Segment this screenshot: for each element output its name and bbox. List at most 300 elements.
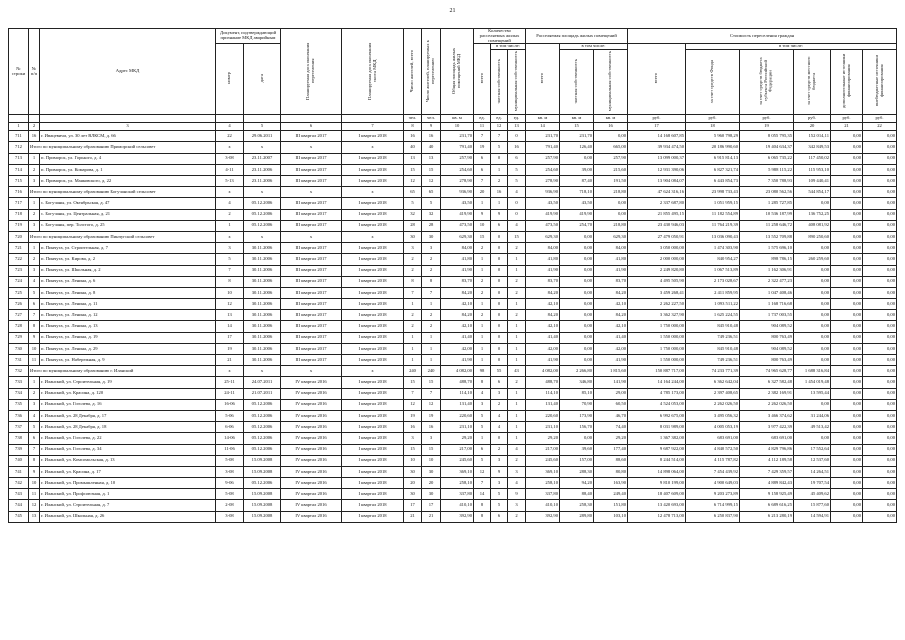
data-cell: 151,80 <box>594 500 628 511</box>
data-cell: 2 <box>491 444 508 455</box>
data-cell: 84,20 <box>526 310 560 321</box>
data-cell: 41,90 <box>594 265 628 276</box>
data-cell: 218,80 <box>594 220 628 231</box>
data-cell: 19 <box>216 343 244 354</box>
data-cell: 42,10 <box>526 321 560 332</box>
data-cell: 16 <box>404 131 422 142</box>
unit-cell: руб. <box>740 115 794 123</box>
data-cell: 4 082,00 <box>526 366 560 377</box>
unit-cell: кв. м <box>441 115 474 123</box>
header-area-private: частная собственность <box>560 50 594 115</box>
data-cell: 6 827 321,74 <box>686 164 740 175</box>
data-cell: 739 <box>9 444 29 455</box>
data-cell: III квартал 2017 <box>281 153 342 164</box>
table-row <box>9 321 897 332</box>
data-cell: 4 112 189,58 <box>740 455 794 466</box>
header-cost-including: в том числе: <box>686 44 897 50</box>
data-cell: 744 <box>9 500 29 511</box>
data-cell: x <box>244 187 281 198</box>
data-cell: 3 <box>422 243 441 254</box>
data-cell: 0,00 <box>560 254 594 265</box>
data-cell: 410,10 <box>526 500 560 511</box>
data-cell: 29,20 <box>441 433 474 444</box>
data-cell: 738 <box>9 433 29 444</box>
data-cell: 8 <box>216 276 244 287</box>
header-planned-demolition: Планируемая дата окончания сноса МКД <box>342 29 404 115</box>
data-cell: 254,60 <box>441 164 474 175</box>
units-row <box>9 115 897 123</box>
data-cell: 11 <box>29 355 40 366</box>
data-cell: 0,00 <box>863 489 897 500</box>
data-cell: 15 <box>508 231 526 242</box>
data-cell: 2 <box>422 254 441 265</box>
column-number-cell: 22 <box>863 123 897 131</box>
data-cell: 1 <box>216 220 244 231</box>
data-cell: 3 362 327,90 <box>628 310 686 321</box>
subtotal-label: Итого по муниципальному образованию г. Иланский <box>29 366 216 377</box>
data-cell: 800 763,49 <box>740 332 794 343</box>
data-cell: 0,00 <box>794 198 831 209</box>
data-cell: 2 397 408,65 <box>686 388 740 399</box>
data-cell: 70,90 <box>560 399 594 410</box>
subtotal-row <box>9 231 897 242</box>
data-cell: 2 411 859,95 <box>686 287 740 298</box>
subtotal-row <box>9 366 897 377</box>
data-cell: 13 099 000,37 <box>628 153 686 164</box>
data-cell: 7 429 359,57 <box>740 466 794 477</box>
data-cell: 719 <box>9 220 29 231</box>
table-row <box>9 511 897 522</box>
column-number-cell: 4 <box>216 123 244 131</box>
data-cell: 544 854,17 <box>794 187 831 198</box>
data-cell: 337,80 <box>441 489 474 500</box>
header-cost-local: за счет средств местного бюджета <box>794 50 831 115</box>
data-cell: 15 <box>422 377 441 388</box>
data-cell: 683 691,00 <box>686 433 740 444</box>
data-cell: 27 479 050,91 <box>628 231 686 242</box>
data-cell: 342 849,53 <box>794 142 831 153</box>
data-cell: 714 <box>9 164 29 175</box>
data-cell: 728 <box>9 321 29 332</box>
data-cell: 4 <box>29 276 40 287</box>
data-cell: 30.11.2006 <box>244 321 281 332</box>
data-cell: 0,00 <box>594 131 628 142</box>
data-cell: 22 <box>216 131 244 142</box>
address-cell: с. Богучаны, ул. Октябрьская, д. 47 <box>40 198 216 209</box>
data-cell: 20 186 990,60 <box>686 142 740 153</box>
column-number-cell: 12 <box>491 123 508 131</box>
header-address: Адрес МКД <box>40 29 216 115</box>
data-cell: 40 <box>404 142 422 153</box>
data-cell: 4 889 842,43 <box>740 478 794 489</box>
table-row <box>9 500 897 511</box>
data-cell: 5 <box>474 410 491 421</box>
data-cell: 84,20 <box>526 287 560 298</box>
column-number-cell: 15 <box>560 123 594 131</box>
data-cell: 98 <box>474 366 491 377</box>
data-cell: 408 081,92 <box>794 220 831 231</box>
data-cell: 6 <box>508 153 526 164</box>
data-cell: 12 <box>29 500 40 511</box>
data-cell: x <box>216 142 244 153</box>
data-cell: 1 <box>404 299 422 310</box>
data-cell: 40 <box>422 142 441 153</box>
table-row <box>9 220 897 231</box>
data-cell: x <box>342 231 404 242</box>
data-cell: 2 <box>508 310 526 321</box>
data-cell: 2 <box>508 511 526 522</box>
data-cell: 3-08 <box>216 153 244 164</box>
data-cell: IV квартал 2016 <box>281 444 342 455</box>
data-cell: 13 420 693,00 <box>628 500 686 511</box>
data-cell: 29.06.2011 <box>244 131 281 142</box>
data-cell: 845 910,48 <box>686 321 740 332</box>
data-cell: 0 <box>491 433 508 444</box>
data-cell: 32 <box>404 209 422 220</box>
data-cell: 629,30 <box>594 231 628 242</box>
data-cell: 19 707,54 <box>794 478 831 489</box>
data-cell: 80,80 <box>594 466 628 477</box>
data-cell: I квартал 2018 <box>342 355 404 366</box>
data-cell: 42,00 <box>594 343 628 354</box>
data-cell: 46,70 <box>594 410 628 421</box>
data-cell: 11 <box>29 489 40 500</box>
data-cell: 0 <box>491 153 508 164</box>
data-cell: 2 <box>491 176 508 187</box>
header-resettlement-cost: Стоимость переселения граждан <box>628 29 897 44</box>
data-cell: 0,00 <box>863 254 897 265</box>
data-cell: 13 552 709,88 <box>740 231 794 242</box>
data-cell: 0,00 <box>863 321 897 332</box>
data-cell: 665,00 <box>594 142 628 153</box>
data-cell: 0,00 <box>863 433 897 444</box>
data-cell: x <box>342 187 404 198</box>
table-row <box>9 489 897 500</box>
data-cell: 1 750 000,00 <box>628 321 686 332</box>
address-cell: п. Приморск, ул. Маяковского, д. 22 <box>40 176 216 187</box>
table-body <box>9 131 897 523</box>
data-cell: 30 <box>422 466 441 477</box>
column-number-cell: 10 <box>441 123 474 131</box>
table-row <box>9 176 897 187</box>
data-cell: 735 <box>9 399 29 410</box>
data-cell: 41,90 <box>526 355 560 366</box>
data-cell: 1 <box>474 321 491 332</box>
data-cell: 8 <box>29 321 40 332</box>
data-cell: 6 <box>491 377 508 388</box>
data-cell: 2 382 169,91 <box>740 388 794 399</box>
data-cell: 83,70 <box>526 276 560 287</box>
data-cell: 15 <box>404 164 422 175</box>
data-cell: III квартал 2017 <box>281 220 342 231</box>
data-cell: 0,00 <box>831 500 863 511</box>
data-cell: 3 <box>491 455 508 466</box>
data-cell: 2 262 227,50 <box>628 299 686 310</box>
data-cell: 136 752,25 <box>794 209 831 220</box>
page-number: 21 <box>449 8 456 14</box>
unit-cell <box>281 115 342 123</box>
unit-cell <box>9 115 29 123</box>
data-cell: 1 <box>404 332 422 343</box>
data-cell: III квартал 2017 <box>281 198 342 209</box>
data-cell: 1 168 716,68 <box>740 299 794 310</box>
subtotal-label: Итого по муниципальному образованию Приморский сельсовет <box>29 142 216 153</box>
data-cell: 791,40 <box>526 142 560 153</box>
data-cell: 392,90 <box>441 511 474 522</box>
data-cell: 2 <box>404 321 422 332</box>
data-cell: 749 236,51 <box>686 332 740 343</box>
data-cell: 729 <box>9 332 29 343</box>
data-cell: 84,00 <box>594 243 628 254</box>
data-cell: 15.09.2008 <box>244 500 281 511</box>
data-cell: 31 244,06 <box>794 410 831 421</box>
address-cell: п. Пинчуга, ул. Ленина, д. 19 <box>40 332 216 343</box>
data-cell: 1 <box>491 164 508 175</box>
address-cell: п. Приморск, ул. Горького, д. 4 <box>40 153 216 164</box>
data-cell: x <box>216 366 244 377</box>
table-row <box>9 444 897 455</box>
header-area-municipal: муниципальная собственность <box>594 50 628 115</box>
data-cell: 13 <box>29 511 40 522</box>
data-cell: 257,90 <box>441 153 474 164</box>
data-cell: III квартал 2017 <box>281 287 342 298</box>
address-cell: г. Иланский, ул. Гоголева, д. 16 <box>40 399 216 410</box>
data-cell: 5-08 <box>216 489 244 500</box>
data-cell: 150 887 717,00 <box>628 366 686 377</box>
data-cell: 7 454 439,92 <box>686 466 740 477</box>
data-cell: 0,00 <box>831 399 863 410</box>
data-cell: 05.12.2006 <box>244 478 281 489</box>
address-cell: п. Приморск, ул. Комарова, д. 1 <box>40 164 216 175</box>
data-cell: 0,00 <box>863 343 897 354</box>
data-cell: III квартал 2017 <box>281 321 342 332</box>
data-cell: 85,10 <box>560 388 594 399</box>
table-row <box>9 131 897 142</box>
data-cell: 13 595,44 <box>794 388 831 399</box>
unit-cell: кв. м <box>594 115 628 123</box>
data-cell: I квартал 2018 <box>342 433 404 444</box>
address-cell: п. Пинчуга, ул. Ленина, д. 29 <box>40 343 216 354</box>
data-cell: 0 <box>491 231 508 242</box>
table-row <box>9 243 897 254</box>
data-cell: 717 <box>9 198 29 209</box>
data-cell: 1 <box>491 198 508 209</box>
data-cell: 42,10 <box>441 299 474 310</box>
data-cell: 84,20 <box>441 287 474 298</box>
data-cell: 8 244 514,00 <box>628 455 686 466</box>
data-cell: 84,20 <box>441 310 474 321</box>
unit-cell: ед. <box>508 115 526 123</box>
data-cell: 0,00 <box>863 355 897 366</box>
data-cell: 32 <box>422 209 441 220</box>
data-cell: 2 <box>422 321 441 332</box>
data-cell: 749 236,51 <box>686 355 740 366</box>
data-cell: I квартал 2018 <box>342 466 404 477</box>
header-area-total: всего <box>526 44 560 115</box>
data-cell: 3 <box>29 399 40 410</box>
data-cell: 1 <box>422 332 441 343</box>
data-cell: 0,00 <box>594 198 628 209</box>
header-total-area: Общая площадь жилых помещений МКД <box>441 29 474 115</box>
data-cell: x <box>281 187 342 198</box>
data-cell: 18 407 609,00 <box>628 489 686 500</box>
data-cell: 1 550 000,00 <box>628 332 686 343</box>
data-cell: 1 750 000,00 <box>628 343 686 354</box>
data-cell: 05.12.2006 <box>244 433 281 444</box>
unit-cell <box>342 115 404 123</box>
data-cell: 41,40 <box>594 332 628 343</box>
data-cell: 84,00 <box>526 243 560 254</box>
data-cell: 3 <box>491 388 508 399</box>
data-cell: 23.11.2007 <box>244 153 281 164</box>
data-cell: x <box>281 142 342 153</box>
data-cell: 23 080 562,56 <box>740 187 794 198</box>
data-cell: 4 082,00 <box>441 366 474 377</box>
data-cell: 4 829 796,86 <box>740 444 794 455</box>
data-cell: 0,00 <box>863 366 897 377</box>
data-cell: 05.12.2006 <box>244 422 281 433</box>
data-cell: 23.11.2006 <box>244 164 281 175</box>
data-cell: IV квартал 2016 <box>281 489 342 500</box>
subtotal-label: Итого по муниципальному образованию Пинчугский сельсовет <box>29 231 216 242</box>
data-cell: 218,80 <box>594 187 628 198</box>
data-cell: 6 <box>474 444 491 455</box>
data-cell: 0,00 <box>794 321 831 332</box>
data-cell: 1 <box>474 299 491 310</box>
table-row <box>9 265 897 276</box>
data-cell: III квартал 2017 <box>281 265 342 276</box>
data-cell: 43,50 <box>441 198 474 209</box>
data-cell: 0,00 <box>831 299 863 310</box>
data-cell: 0 <box>491 287 508 298</box>
data-cell: 12 <box>474 466 491 477</box>
unit-cell: руб. <box>863 115 897 123</box>
data-cell: 17 <box>422 500 441 511</box>
data-cell: IV квартал 2016 <box>281 433 342 444</box>
data-cell: 0,00 <box>863 198 897 209</box>
data-cell: III квартал 2017 <box>281 276 342 287</box>
data-cell: 43 <box>508 366 526 377</box>
header-resettled-area: Расселяемая площадь жилых помещений <box>526 29 628 44</box>
data-cell: IV квартал 2016 <box>281 500 342 511</box>
data-cell: 12 <box>404 399 422 410</box>
table-row <box>9 310 897 321</box>
data-cell: 1 <box>29 198 40 209</box>
data-cell: 6 992 675,00 <box>628 410 686 421</box>
data-cell: 16 <box>404 422 422 433</box>
data-cell: 30.11.2006 <box>244 243 281 254</box>
data-cell: 0,00 <box>863 276 897 287</box>
data-cell: 8 <box>474 377 491 388</box>
data-cell: x <box>244 231 281 242</box>
data-cell: 730 <box>9 343 29 354</box>
data-cell: 21 <box>216 355 244 366</box>
data-cell: 0,00 <box>863 466 897 477</box>
data-cell: 0 <box>491 355 508 366</box>
data-cell: 231,10 <box>526 422 560 433</box>
data-cell: 7 <box>474 176 491 187</box>
data-cell: 337,80 <box>526 489 560 500</box>
data-cell: 6 362 642,04 <box>686 377 740 388</box>
data-cell: 15.09.2008 <box>244 489 281 500</box>
data-cell: 8 <box>474 500 491 511</box>
data-cell: 1 <box>508 265 526 276</box>
address-cell: п. Пинчуга, ул. Ленина, д. 6 <box>40 276 216 287</box>
data-cell: 10 <box>29 343 40 354</box>
data-cell: 7 <box>474 478 491 489</box>
data-cell: 15.09.2008 <box>244 466 281 477</box>
data-cell: 3 <box>29 176 40 187</box>
address-cell: г. Иланский, ул. 28 Декабря, д. 17 <box>40 410 216 421</box>
data-cell: 733 <box>9 377 29 388</box>
data-cell: 1 367 382,00 <box>628 433 686 444</box>
data-cell: 2 <box>404 254 422 265</box>
header-premises-count: Количество расселяемых жилых помещений <box>474 29 526 44</box>
data-cell: 1 162 306,91 <box>740 265 794 276</box>
data-cell: 41,40 <box>441 332 474 343</box>
data-cell: IV квартал 2016 <box>281 422 342 433</box>
data-cell: 0,00 <box>831 321 863 332</box>
data-cell: 6 <box>474 164 491 175</box>
data-cell: 16 <box>491 187 508 198</box>
data-cell: 157,00 <box>560 455 594 466</box>
header-cost-total: всего <box>628 44 686 115</box>
data-cell: 30.11.2006 <box>244 276 281 287</box>
data-cell: 13 <box>422 153 441 164</box>
table-row <box>9 422 897 433</box>
data-cell: 12 537,60 <box>794 455 831 466</box>
data-cell: 0 <box>491 243 508 254</box>
column-number-cell: 1 <box>9 123 29 131</box>
column-number-cell: 21 <box>831 123 863 131</box>
data-cell: 21 <box>404 511 422 522</box>
data-cell: 29,20 <box>594 433 628 444</box>
data-cell: x <box>244 366 281 377</box>
data-cell: 0,00 <box>863 299 897 310</box>
data-cell: 10 <box>404 455 422 466</box>
data-cell: 220,60 <box>441 410 474 421</box>
unit-cell <box>29 115 40 123</box>
data-cell: 1 <box>508 433 526 444</box>
unit-cell: ед. <box>491 115 508 123</box>
data-cell: 23 430 946,03 <box>628 220 686 231</box>
data-cell: 0,00 <box>863 176 897 187</box>
data-cell: 1 051 959,15 <box>686 198 740 209</box>
data-cell: 8 <box>474 511 491 522</box>
address-cell: п. Пинчуга, ул. Набережная, д. 9 <box>40 355 216 366</box>
data-cell: 9 <box>491 209 508 220</box>
data-cell: 720 <box>9 231 29 242</box>
data-cell: 1 <box>422 299 441 310</box>
data-cell: IV квартал 2016 <box>281 455 342 466</box>
data-cell: 14 594,91 <box>794 511 831 522</box>
data-cell: 7 <box>474 131 491 142</box>
data-cell: 15 <box>474 231 491 242</box>
data-cell: I квартал 2018 <box>342 265 404 276</box>
data-cell: 30 <box>422 231 441 242</box>
table-row <box>9 153 897 164</box>
data-cell: 74 233 771,39 <box>686 366 740 377</box>
data-cell: 0,00 <box>863 265 897 276</box>
address-cell: г. Иланский, ул. Строительная, д. 7 <box>40 500 216 511</box>
data-cell: 732 <box>9 366 29 377</box>
data-cell: 231,70 <box>441 131 474 142</box>
data-cell: 4 <box>508 220 526 231</box>
data-cell: 0 <box>491 276 508 287</box>
header-area-including: в том числе: <box>560 44 628 50</box>
data-cell: 13 036 090,43 <box>686 231 740 242</box>
data-cell: 1 <box>422 355 441 366</box>
